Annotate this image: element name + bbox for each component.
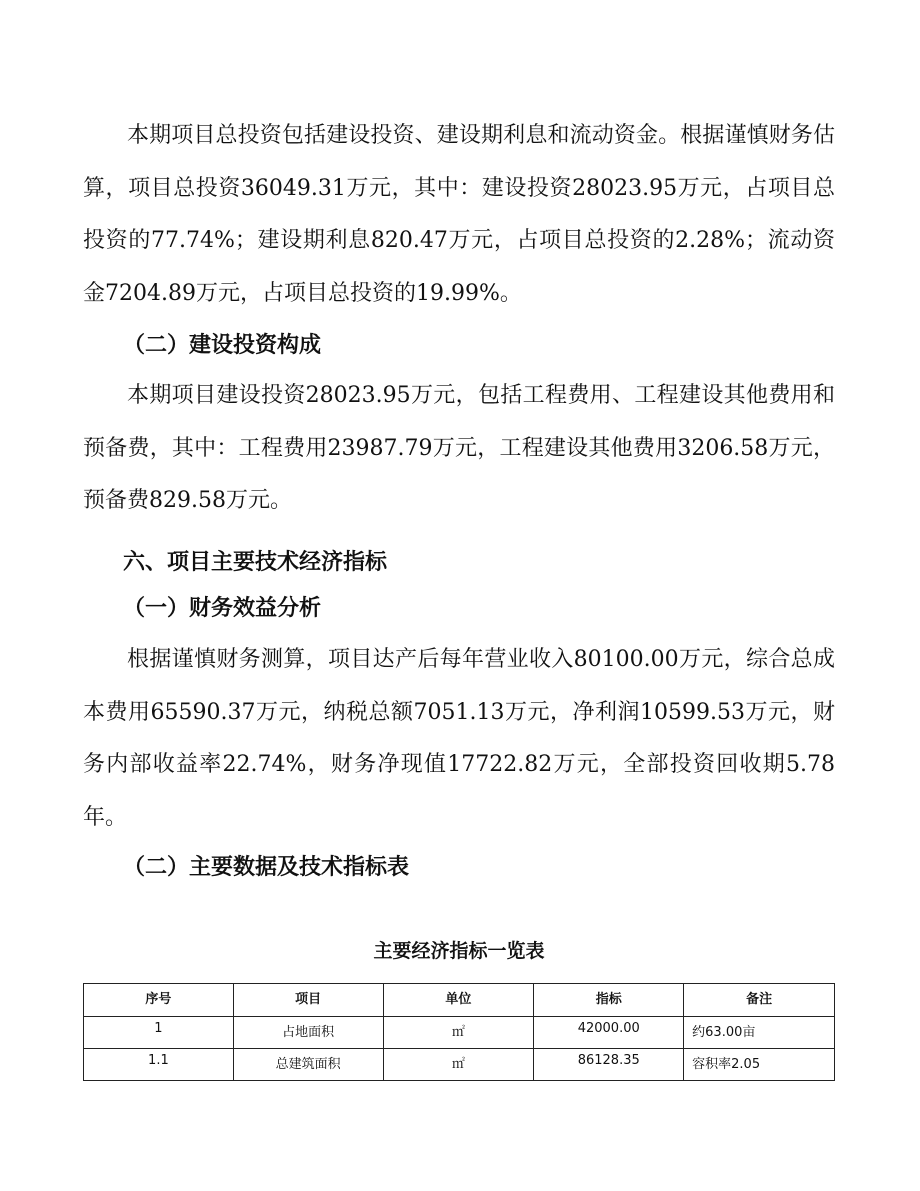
cell-unit: ㎡ xyxy=(383,1049,534,1081)
cell-remarks: 容积率2.05 xyxy=(684,1049,835,1081)
paragraph-construction-investment: 本期项目建设投资28023.95万元，包括工程费用、工程建设其他费用和预备费，其中：工程费用23987.79万元，工程建设其他费用3206.58万元，预备费829.58万元。 xyxy=(83,383,835,513)
cell-item: 占地面积 xyxy=(233,1017,383,1049)
economic-indicators-table xyxy=(83,983,835,1081)
cell-indicator: 42000.00 xyxy=(534,1017,684,1049)
paragraph-total-investment: 本期项目总投资包括建设投资、建设期利息和流动资金。根据谨慎财务估算，项目总投资36049.31万元，其中：建设投资28023.95万元，占项目总投资的77.74%；建设期利息820.47万元，占项目总投资的2.28%；流动资金7204.89万元，占项目总投资的19.99%。 xyxy=(83,123,835,306)
table-title: 主要经济指标一览表 xyxy=(373,940,545,962)
table-row xyxy=(84,1017,835,1049)
cell-remarks: 约63.00亩 xyxy=(684,1017,835,1049)
cell-index: 1.1 xyxy=(84,1049,234,1081)
header-cell-index: 序号 xyxy=(84,984,234,1017)
cell-item: 总建筑面积 xyxy=(233,1049,383,1081)
header-cell-item: 项目 xyxy=(233,984,383,1017)
section-heading-data-table: （二）主要数据及技术指标表 xyxy=(123,854,410,880)
header-cell-indicator: 指标 xyxy=(534,984,684,1017)
header-cell-remarks: 备注 xyxy=(684,984,835,1017)
cell-index: 1 xyxy=(84,1017,234,1049)
section-heading-financial-benefit: （一）财务效益分析 xyxy=(123,595,322,621)
header-cell-unit: 单位 xyxy=(383,984,534,1017)
chapter-heading-key-indicators: 六、项目主要技术经济指标 xyxy=(123,549,388,575)
table-header-row xyxy=(84,984,835,1017)
cell-indicator: 86128.35 xyxy=(534,1049,684,1081)
table-row xyxy=(84,1049,835,1081)
paragraph-financial-benefit: 根据谨慎财务测算，项目达产后每年营业收入80100.00万元，综合总成本费用65590.37万元，纳税总额7051.13万元，净利润10599.53万元，财务内部收益率22.74%，财务净现值17722.82万元，全部投资回收期5.78年。 xyxy=(83,647,835,830)
cell-unit: ㎡ xyxy=(383,1017,534,1049)
section-heading-construction-investment: （二）建设投资构成 xyxy=(123,332,322,358)
